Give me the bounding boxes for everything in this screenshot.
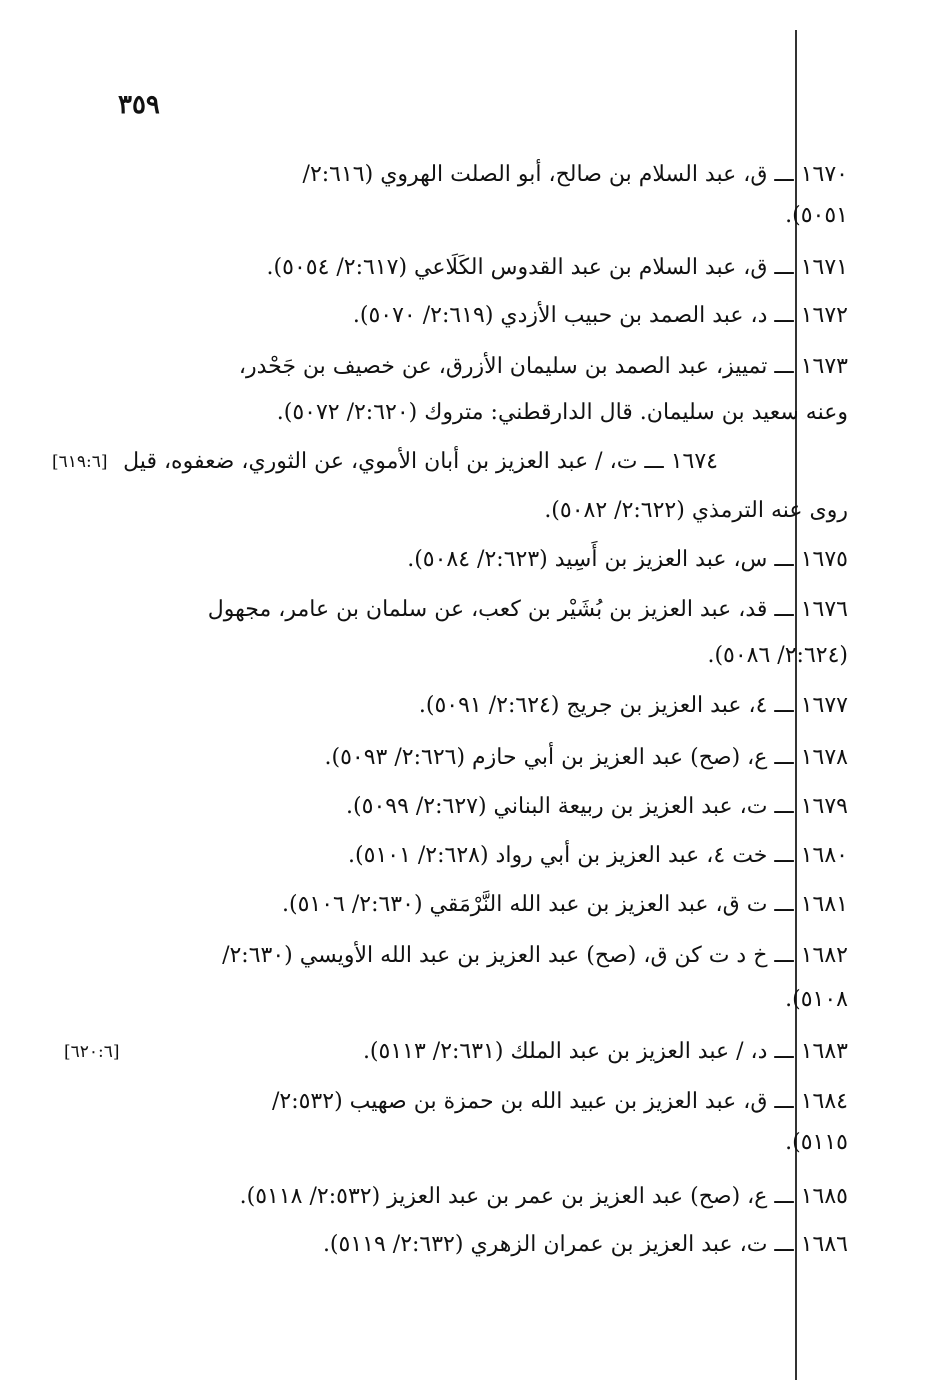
margin-note-620: [٦٢٠:٦]	[64, 1042, 120, 1062]
entry-1672: ١٦٧٢ ـــ د، عبد الصمد بن حبيب الأزدي (٢:٦١٩/ ٥٠٧٠).	[352, 303, 848, 328]
entry-1676-line1: ١٦٧٦ ـــ قد، عبد العزيز بن بُشَيْر بن كعب، عن سلمان بن عامر، مجهول	[207, 597, 848, 622]
entry-1682-line1: ١٦٨٢ ـــ خ د ت كن ق، (صح) عبد العزيز بن عبد الله الأويسي (٢:٦٣٠/	[222, 943, 848, 968]
entry-1683: ١٦٨٣ ـــ د، / عبد العزيز بن عبد الملك (٢:٦٣١/ ٥١١٣).	[362, 1039, 848, 1064]
page-number: ٣٥٩	[118, 90, 160, 120]
entry-1671: ١٦٧١ ـــ ق، عبد السلام بن عبد القدوس الكَلَاعي (٢:٦١٧/ ٥٠٥٤).	[266, 255, 848, 280]
entry-1677: ١٦٧٧ ـــ ٤، عبد العزيز بن جريج (٢:٦٢٤/ ٥٠٩١).	[418, 693, 848, 718]
entry-1680: ١٦٨٠ ـــ خت ٤، عبد العزيز بن أبي رواد (٢:٦٢٨/ ٥١٠١).	[348, 843, 848, 868]
entry-1684-line1: ١٦٨٤ ـــ ق، عبد العزيز بن عبيد الله بن حمزة بن صهيب (٢:٥٣٢/	[271, 1089, 848, 1114]
entry-1670-line2: ٥٠٥١).	[785, 203, 848, 228]
entry-1681: ١٦٨١ ـــ ت ق، عبد العزيز بن عبد الله النَّرْمَقي (٢:٦٣٠/ ٥١٠٦).	[282, 892, 848, 917]
entry-1678: ١٦٧٨ ـــ ع، (صح) عبد العزيز بن أبي حازم (٢:٦٢٦/ ٥٠٩٣).	[324, 745, 848, 770]
entry-1686: ١٦٨٦ ـــ ت، عبد العزيز بن عمران الزهري (٢:٦٣٢/ ٥١١٩).	[322, 1232, 848, 1257]
entry-1675: ١٦٧٥ ـــ س، عبد العزيز بن أَسِيد (٢:٦٢٣/ ٥٠٨٤).	[407, 547, 848, 572]
entry-1684-line2: ٥١١٥).	[785, 1130, 848, 1155]
entry-1673-line2: وعنه سعيد بن سليمان. قال الدارقطني: متروك (٢:٦٢٠/ ٥٠٧٢).	[276, 400, 848, 425]
entry-1685: ١٦٨٥ ـــ ع، (صح) عبد العزيز بن عمر بن عبد العزيز (٢:٥٣٢/ ٥١١٨).	[239, 1184, 848, 1209]
entry-1679: ١٦٧٩ ـــ ت، عبد العزيز بن ربيعة البناني (٢:٦٢٧/ ٥٠٩٩).	[346, 794, 848, 819]
entry-1676-line2: (٢:٦٢٤/ ٥٠٨٦).	[707, 643, 848, 668]
entry-1670-line1: ١٦٧٠ ـــ ق، عبد السلام بن صالح، أبو الصلت الهروي (٢:٦١٦/	[302, 162, 848, 187]
margin-note-619: [٦١٩:٦]	[52, 452, 108, 472]
entry-1682-line2: ٥١٠٨).	[785, 987, 848, 1012]
entry-1674-line2: روى عنه الترمذي (٢:٦٢٢/ ٥٠٨٢).	[544, 498, 848, 523]
entry-1674-line1: ١٦٧٤ ـــ ت، / عبد العزيز بن أبان الأموي، عن الثوري، ضعفوه، قيل	[123, 449, 718, 474]
entry-1673-line1: ١٦٧٣ ـــ تمييز، عبد الصمد بن سليمان الأزرق، عن خصيف بن جَحْدر،	[238, 354, 848, 379]
